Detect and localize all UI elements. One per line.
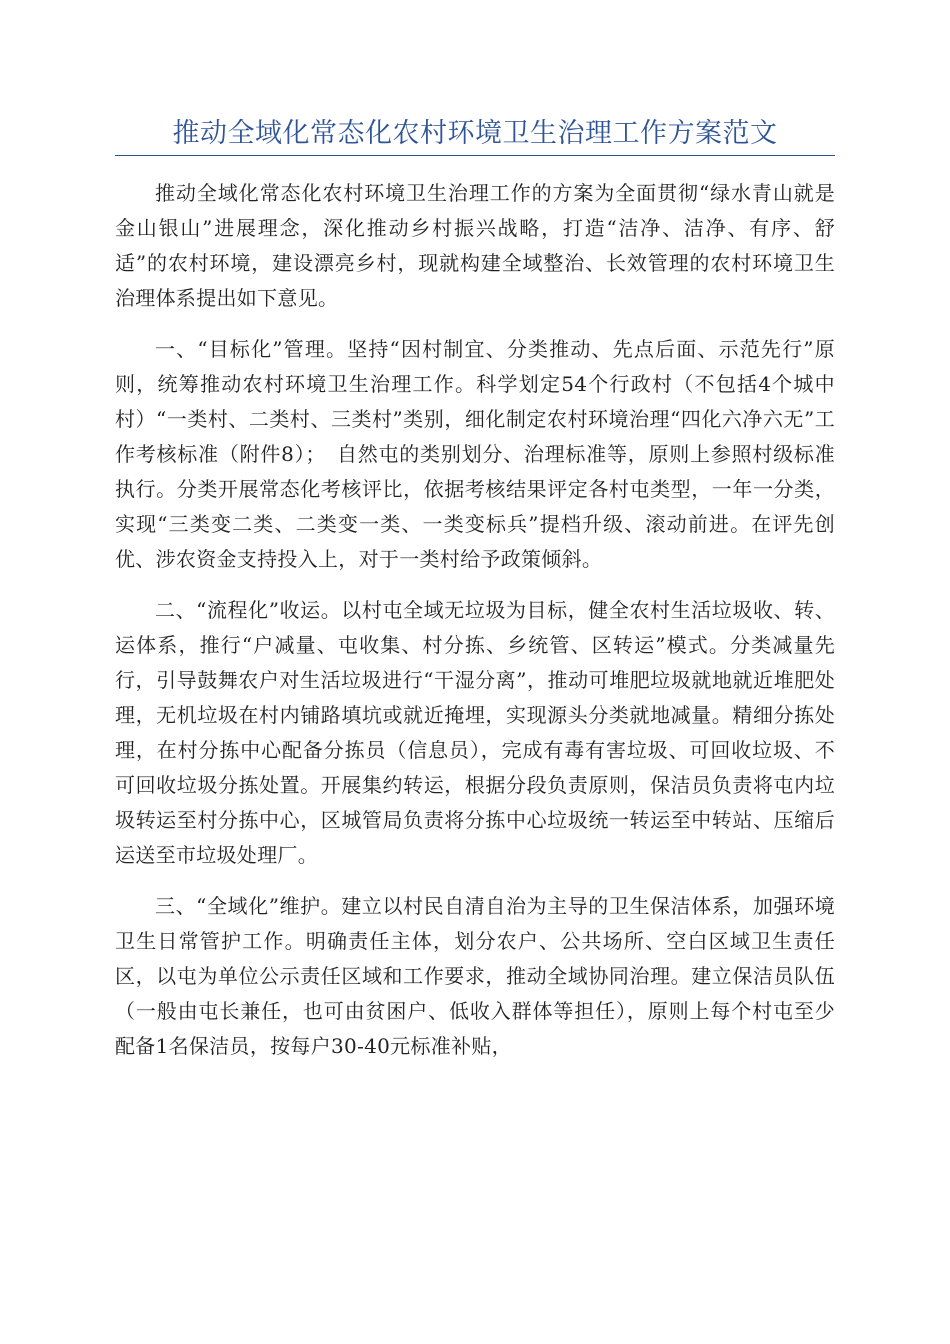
title-underline	[115, 155, 835, 156]
paragraph-intro: 推动全域化常态化农村环境卫生治理工作的方案为全面贯彻“绿水青山就是金山银山”进展理念，深化推动乡村振兴战略，打造“洁净、洁净、有序、舒适”的农村环境，建设漂亮乡村，现就构建全域整治、长效管理的农村环境卫生治理体系提出如下意见。	[115, 181, 835, 310]
paragraph-section-2: 二、“流程化”收运。以村屯全域无垃圾为目标，健全农村生活垃圾收、转、运体系，推行“户减量、屯收集、村分拣、乡统管、区转运”模式。分类减量先行，引导鼓舞农户对生活垃圾进行“干湿分离”，推动可堆肥垃圾就地就近堆肥处理，无机垃圾在村内铺路填坑或就近掩埋，实现源头分类就地减量。精细分拣处理，在村分拣中心配备分拣员（信息员），完成有毒有害垃圾、可回收垃圾、不可回收垃圾分拣处置。开展集约转运，根据分段负责原则，保洁员负责将屯内垃圾转运至村分拣中心，区城管局负责将分拣中心垃圾统一转运至中转站、压缩后运送至市垃圾处理厂。	[115, 598, 835, 867]
document-title: 推动全域化常态化农村环境卫生治理工作方案范文	[172, 118, 778, 149]
paragraph-section-3: 三、“全域化”维护。建立以村民自清自治为主导的卫生保洁体系，加强环境卫生日常管护工作。明确责任主体，划分农户、公共场所、空白区域卫生责任区，以屯为单位公示责任区域和工作要求，推动全域协同治理。建立保洁员队伍（一般由屯长兼任，也可由贫困户、低收入群体等担任），原则上每个村屯至少配备1名保洁员，按每户30-40元标准补贴，	[115, 894, 835, 1058]
paragraph-section-1: 一、“目标化”管理。坚持“因村制宜、分类推动、先点后面、示范先行”原则，统筹推动农村环境卫生治理工作。科学划定54个行政村（不包括4个城中村）“一类村、二类村、三类村”类别，细化制定农村环境治理“四化六净六无”工作考核标准（附件8）； 自然屯的类别划分、治理标准等，原则上参照村级标准执行。分类开展常态化考核评比，依据考核结果评定各村屯类型，一年一分类，实现“三类变二类、二类变一类、一类变标兵”提档升级、滚动前进。在评先创优、涉农资金支持投入上，对于一类村给予政策倾斜。	[115, 337, 835, 571]
document-body	[115, 176, 835, 1080]
